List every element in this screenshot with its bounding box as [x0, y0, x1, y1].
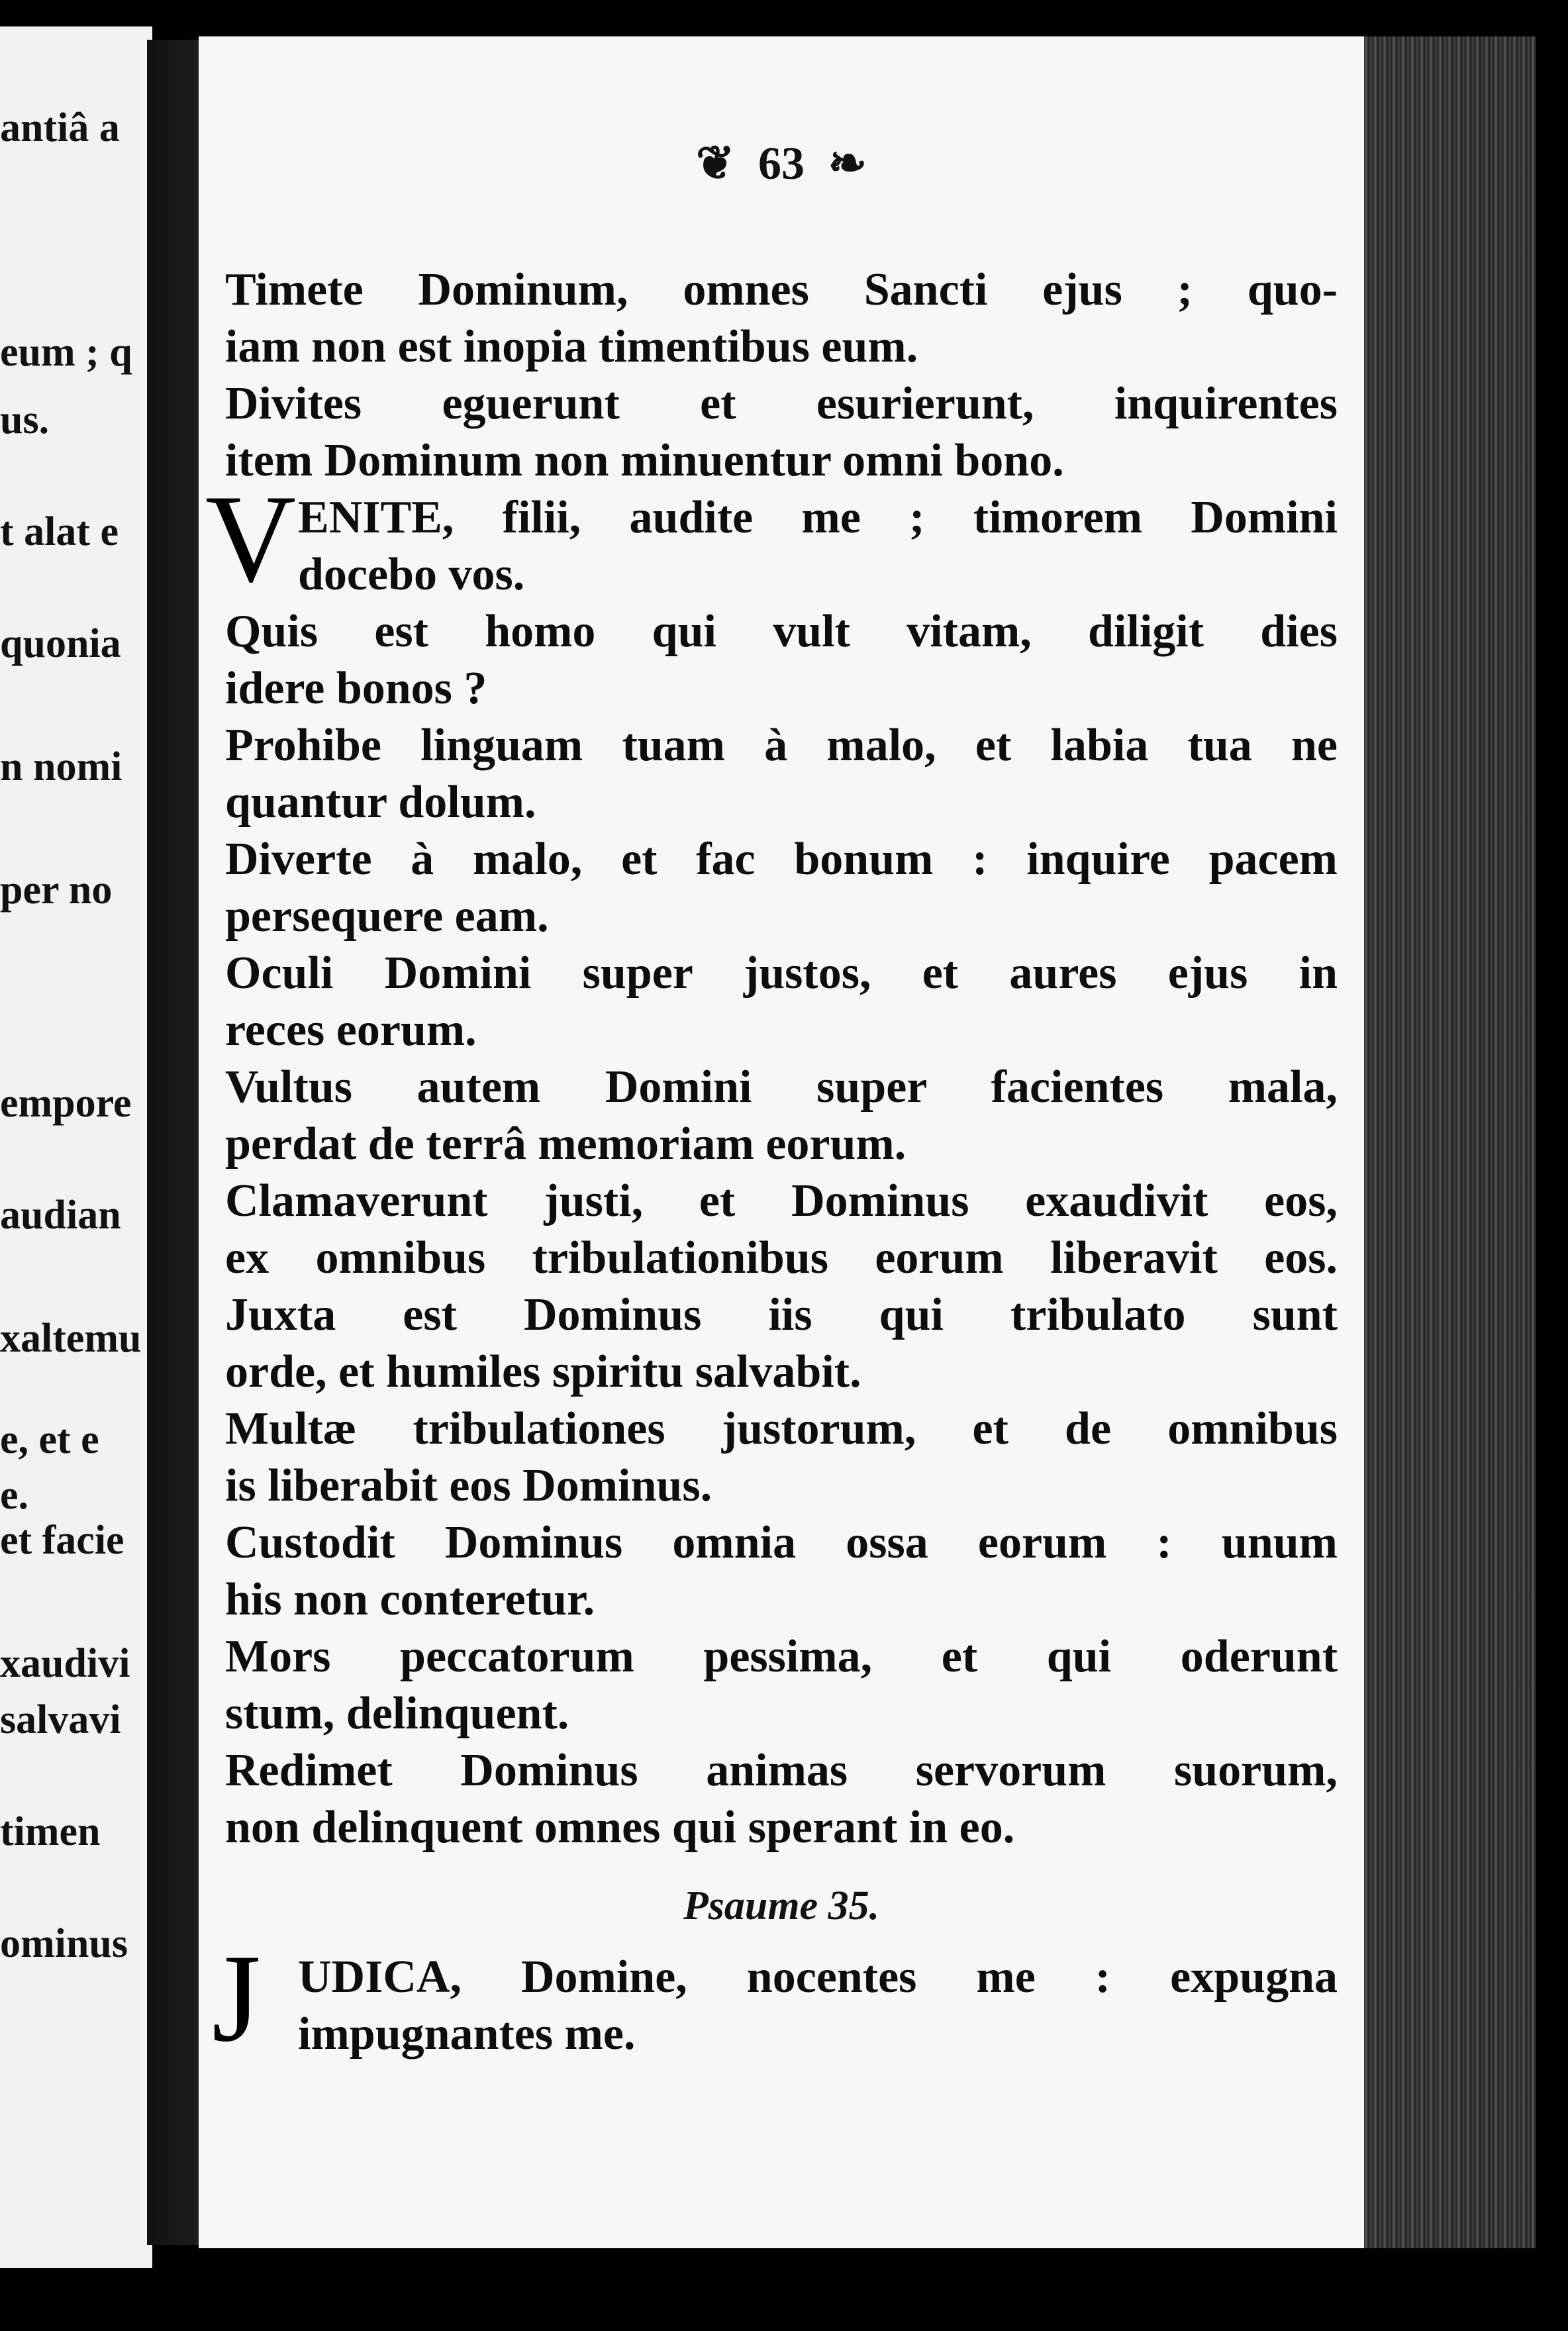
left-page-fragment: e. [0, 1473, 29, 1518]
left-page-fragment: e, et e [0, 1417, 99, 1462]
text-line: his non conteretur. [225, 1574, 595, 1625]
right-ornament-icon: ❧ [828, 138, 867, 189]
text-line: Quis est homo qui vult vitam, diligit dies [225, 606, 1338, 657]
drop-cap: V [205, 470, 297, 609]
left-ornament-icon: ❦ [695, 138, 735, 189]
text-line: Oculi Domini super justos, et aures ejus in [225, 948, 1338, 999]
text-line: Diverte à malo, et fac bonum : inquire pacem [225, 834, 1338, 885]
text-line: Redimet Dominus animas servorum suorum, [225, 1745, 1338, 1796]
text-line: perdat de terrâ memoriam eorum. [225, 1118, 906, 1169]
left-page-fragment: antiâ a [0, 105, 120, 150]
fore-edge [1364, 36, 1536, 2248]
text-line: impugnantes me. [298, 2009, 636, 2059]
text-line: non delinquent omnes qui sperant in eo. [225, 1802, 1015, 1853]
left-page-fragment: xaltemu [0, 1316, 142, 1361]
left-page-fragment: audian [0, 1193, 121, 1238]
left-page-fragment: salvavi [0, 1697, 121, 1742]
text-line: ex omnibus tribulationibus eorum liberavit eos. [225, 1232, 1338, 1283]
text-line: persequere eam. [225, 891, 549, 942]
drop-cap: J [212, 1929, 261, 2068]
text-line: Timete Dominum, omnes Sancti ejus ; quo- [225, 264, 1338, 315]
text-line: stum, delinquent. [225, 1688, 569, 1739]
left-page [0, 26, 152, 2268]
text-line: Divites eguerunt et esurierunt, inquirentes [225, 378, 1338, 429]
left-page-fragment: quonia [0, 621, 121, 666]
text-line: orde, et humiles spiritu salvabit. [225, 1346, 861, 1397]
left-page-fragment: eum ; q [0, 330, 132, 375]
text-line: idere bonos ? [225, 663, 487, 714]
page-number: 63 [758, 138, 805, 189]
page [199, 36, 1364, 2248]
text-line: is liberabit eos Dominus. [225, 1460, 712, 1511]
psalm-title: Psaume 35. [683, 1883, 880, 1928]
text-line: Multæ tribulationes justorum, et de omnibus [225, 1403, 1338, 1454]
text-line: Custodit Dominus omnia ossa eorum : unum [225, 1517, 1338, 1568]
text-line: docebo vos. [298, 549, 525, 600]
left-page-fragment: et facie [0, 1518, 124, 1563]
text-line: ENITE, filii, audite me ; timorem Domini [298, 492, 1338, 543]
text-line: Prohibe linguam tuam à malo, et labia tua ne [225, 720, 1338, 771]
text-line: Juxta est Dominus iis qui tribulato sunt [225, 1289, 1338, 1340]
text-line: reces eorum. [225, 1005, 477, 1056]
text-line: item Dominum non minuentur omni bono. [225, 435, 1064, 486]
left-page-fragment: t alat e [0, 509, 119, 554]
text-line: Vultus autem Domini super facientes mala, [225, 1062, 1338, 1113]
left-page-fragment: per no [0, 868, 113, 913]
text-line: Mors peccatorum pessima, et qui oderunt [225, 1631, 1338, 1682]
text-line: UDICA, Domine, nocentes me : expugna [298, 1952, 1338, 2003]
left-page-fragment: n nomi [0, 744, 122, 789]
left-page-fragment: timen [0, 1809, 101, 1854]
left-page-fragment: xaudivi [0, 1641, 130, 1686]
left-page-fragment: empore [0, 1081, 132, 1126]
left-page-fragment: ominus [0, 1921, 128, 1966]
text-line: Clamaverunt justi, et Dominus exaudivit eos, [225, 1175, 1338, 1226]
text-line: iam non est inopia timentibus eum. [225, 321, 918, 372]
page-header [199, 136, 1364, 191]
text-line: quantur dolum. [225, 777, 536, 828]
left-page-fragment: us. [0, 397, 50, 442]
